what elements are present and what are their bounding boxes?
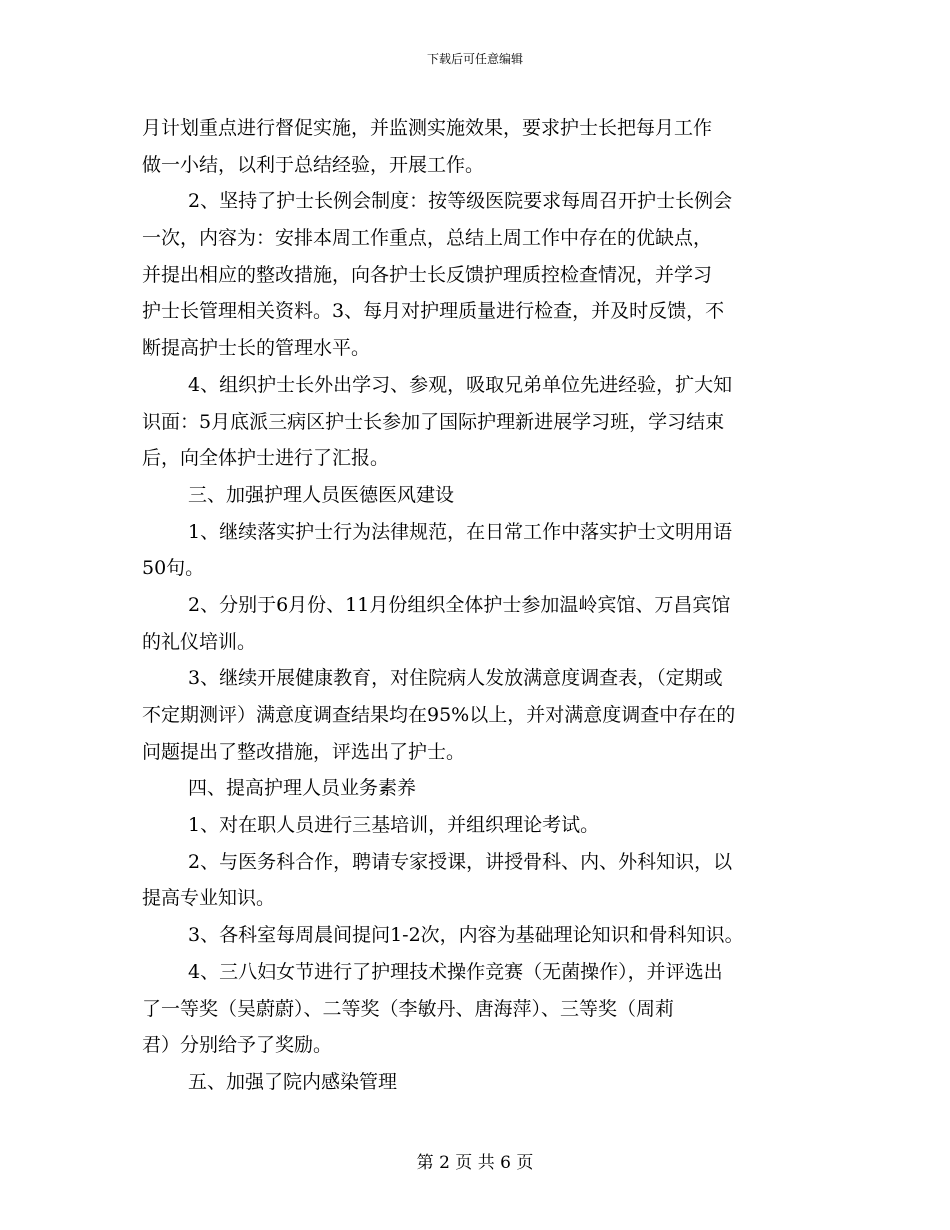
text-line: 2、分别于6月份、11月份组织全体护士参加温岭宾馆、万昌宾馆	[188, 593, 731, 616]
text-line: 2、坚持了护士长例会制度：按等级医院要求每周召开护士长例会	[188, 190, 733, 213]
text-line: 识面：5月底派三病区护士长参加了国际护理新进展学习班，学习结束	[142, 410, 725, 433]
text-line: 后，向全体护士进行了汇报。	[142, 447, 390, 470]
text-line: 君）分别给予了奖励。	[142, 1034, 333, 1057]
text-line: 一次，内容为：安排本周工作重点，总结上周工作中存在的优缺点，	[142, 227, 713, 250]
page-number-footer: 第 2 页 共 6 页	[416, 1153, 534, 1173]
text-line: 3、各科室每周晨间提问1-2次，内容为基础理论知识和骨科知识。	[188, 924, 744, 947]
text-line: 三、加强护理人员医德医风建设	[188, 483, 455, 506]
text-line: 护士长管理相关资料。3、每月对护理质量进行检查，并及时反馈，不	[142, 300, 725, 323]
text-line: 五、加强了院内感染管理	[188, 1070, 398, 1093]
text-line: 断提高护士长的管理水平。	[142, 337, 371, 360]
text-line: 4、组织护士长外出学习、参观，吸取兄弟单位先进经验，扩大知	[188, 373, 733, 396]
text-line: 问题提出了整改措施，评选出了护士。	[142, 740, 466, 763]
text-line: 不定期测评）满意度调查结果均在95%以上，并对满意度调查中存在的	[142, 704, 736, 726]
text-line: 并提出相应的整改措施，向各护士长反馈护理质控检查情况，并学习	[142, 263, 713, 286]
text-line: 提高专业知识。	[142, 887, 276, 910]
text-line: 50句。	[142, 557, 205, 580]
text-line: 了一等奖（吴蔚蔚）、二等奖（李敏丹、唐海萍）、三等奖（周莉	[142, 997, 675, 1020]
text-line: 4、三八妇女节进行了护理技术操作竞赛（无菌操作），并评选出	[188, 960, 723, 983]
document-body	[142, 110, 822, 1101]
text-line: 月计划重点进行督促实施，并监测实施效果，要求护士长把每月工作	[142, 117, 713, 139]
text-line: 1、继续落实护士行为法律规范，在日常工作中落实护士文明用语	[188, 520, 733, 543]
text-line: 1、对在职人员进行三基培训，并组织理论考试。	[188, 814, 600, 837]
text-line: 3、继续开展健康教育，对住院病人发放满意度调查表，（定期或	[188, 667, 723, 690]
text-line: 的礼仪培训。	[142, 630, 257, 653]
text-line: 四、提高护理人员业务素养	[188, 777, 417, 800]
page-header: 下载后可任意编辑	[426, 52, 523, 66]
text-line: 做一小结，以利于总结经验，开展工作。	[142, 153, 485, 176]
text-line: 2、与医务科合作，聘请专家授课，讲授骨科、内、外科知识，以	[188, 850, 733, 873]
